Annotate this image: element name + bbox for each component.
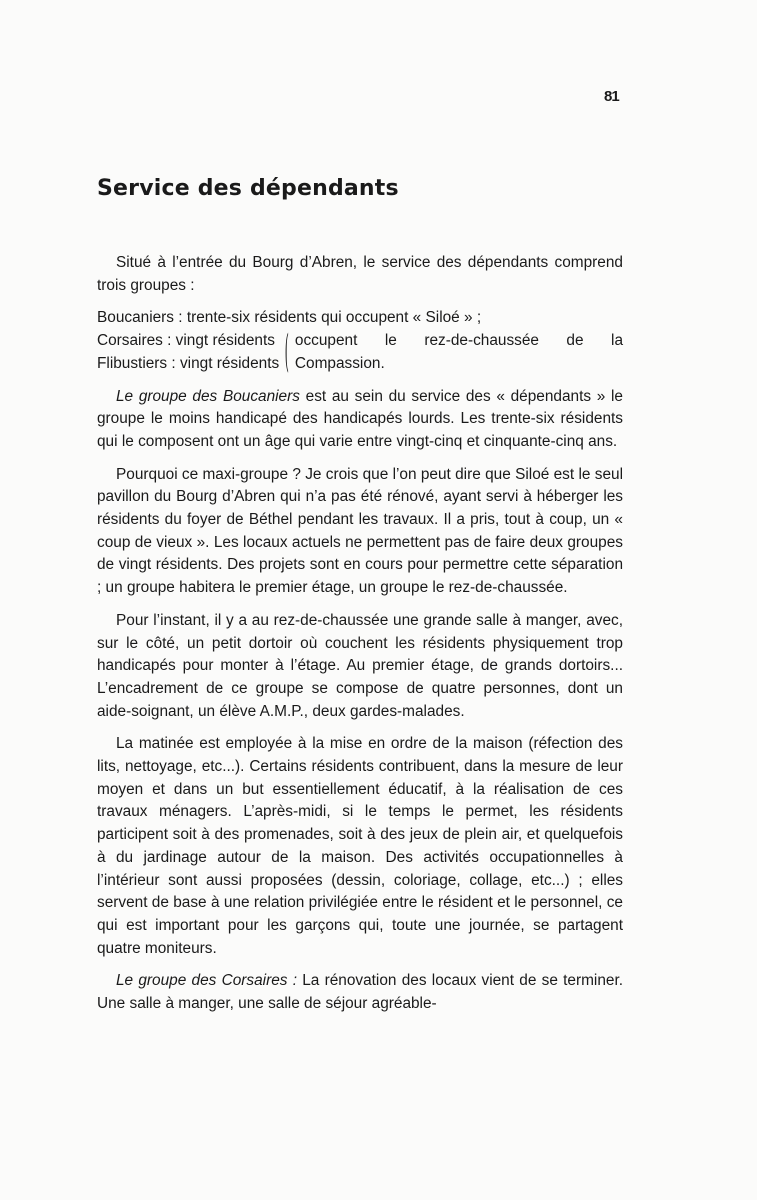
page-number: 81 bbox=[604, 88, 619, 105]
paragraph-corsaires-text: La rénovation des locaux vient de se terminer. Une salle à manger, une salle de séjour agréable- bbox=[97, 972, 624, 1013]
paragraph-boucaniers bbox=[97, 386, 623, 454]
intro-line-1: Situé à l’entrée du Bourg d’Abren, le service des dépendants bbox=[116, 254, 549, 271]
paragraph-rez-de-chaussee: Pour l’instant, il y a au rez-de-chaussée une grande salle à manger, avec, sur le côté, un petit dortoir où couchent les résidents physiquement trop handicapés pour monter à l’étage. Au premier étage, de grands dortoirs... L’encadrement de ce groupe se compose de quatre personnes, dont un aide-soignant, un élève A.M.P., deux gardes-malades. bbox=[97, 611, 623, 720]
group-boucaniers bbox=[97, 307, 623, 330]
paragraph-boucaniers-text: est au sein du service des « dépendants » le groupe le moins handicapé des handicapés lourds. Les trente-six résidents qui le composent ont un âge qui varie entre vingt-cinq et cinquante-cinq ans. bbox=[97, 387, 623, 450]
paragraph-corsaires bbox=[97, 970, 623, 1015]
paragraph-boucaniers-lead: Le groupe des Boucaniers bbox=[116, 387, 300, 405]
section-title: Service des dépendants bbox=[97, 176, 399, 201]
body-text bbox=[97, 252, 623, 1016]
boucaniers-line: Boucaniers : trente-six résidents qui occupent « Siloé » ; bbox=[97, 309, 482, 327]
paragraph-corsaires-lead: Le groupe des Corsaires : bbox=[116, 972, 297, 990]
intro-paragraph bbox=[97, 252, 623, 297]
paragraph-matinee: La matinée est employée à la mise en ordre de la maison (réfection des lits, nettoyage, etc...). Certains résidents contribuent, dans la mesure de leur moyen et dans un but essentiellement éducatif, à la réalisation de ces travaux ménagers. L’après-midi, si le temps le permet, les résidents participent soit à des promenades, soit à des jeux de plein air, et quelquefois à du jardinage autour de la maison. Des activités occupationnelles à l’intérieur sont aussi proposées (dessin, coloriage, collage, etc...) ; elles servent de base à une relation privilégiée entre le résident et le personnel, ce qui est important pour les garçons qui, toute une journée, se partagent quatre moniteurs. bbox=[97, 735, 623, 957]
brace-labels bbox=[97, 330, 279, 375]
shared-location-text: occupent le rez-de-chaussée de la Compassion. bbox=[294, 332, 623, 372]
curly-brace-icon: ( bbox=[285, 326, 290, 378]
brace-group bbox=[97, 326, 623, 378]
paragraph-maxi-groupe: Pourquoi ce maxi-groupe ? Je crois que l’on peut dire que Siloé est le seul pavillon du Bourg d’Abren qui n’a pas été rénové, ayant servi à héberger les résidents du foyer de Béthel pendant les travaux. Il a pris, tout à coup, un « coup de vieux ». Les locaux actuels ne permettent pas de faire deux groupes de vingt résidents. Des projets sont en cours pour permettre cette séparation ; un groupe habitera le premier étage, un groupe le rez-de-chaussée. bbox=[97, 465, 623, 597]
corsaires-line: Corsaires : vingt résidents bbox=[97, 332, 275, 350]
flibustiers-line: Flibustiers : vingt résidents bbox=[97, 354, 280, 372]
intro-line-2: comprend trois groupes : bbox=[97, 254, 623, 294]
